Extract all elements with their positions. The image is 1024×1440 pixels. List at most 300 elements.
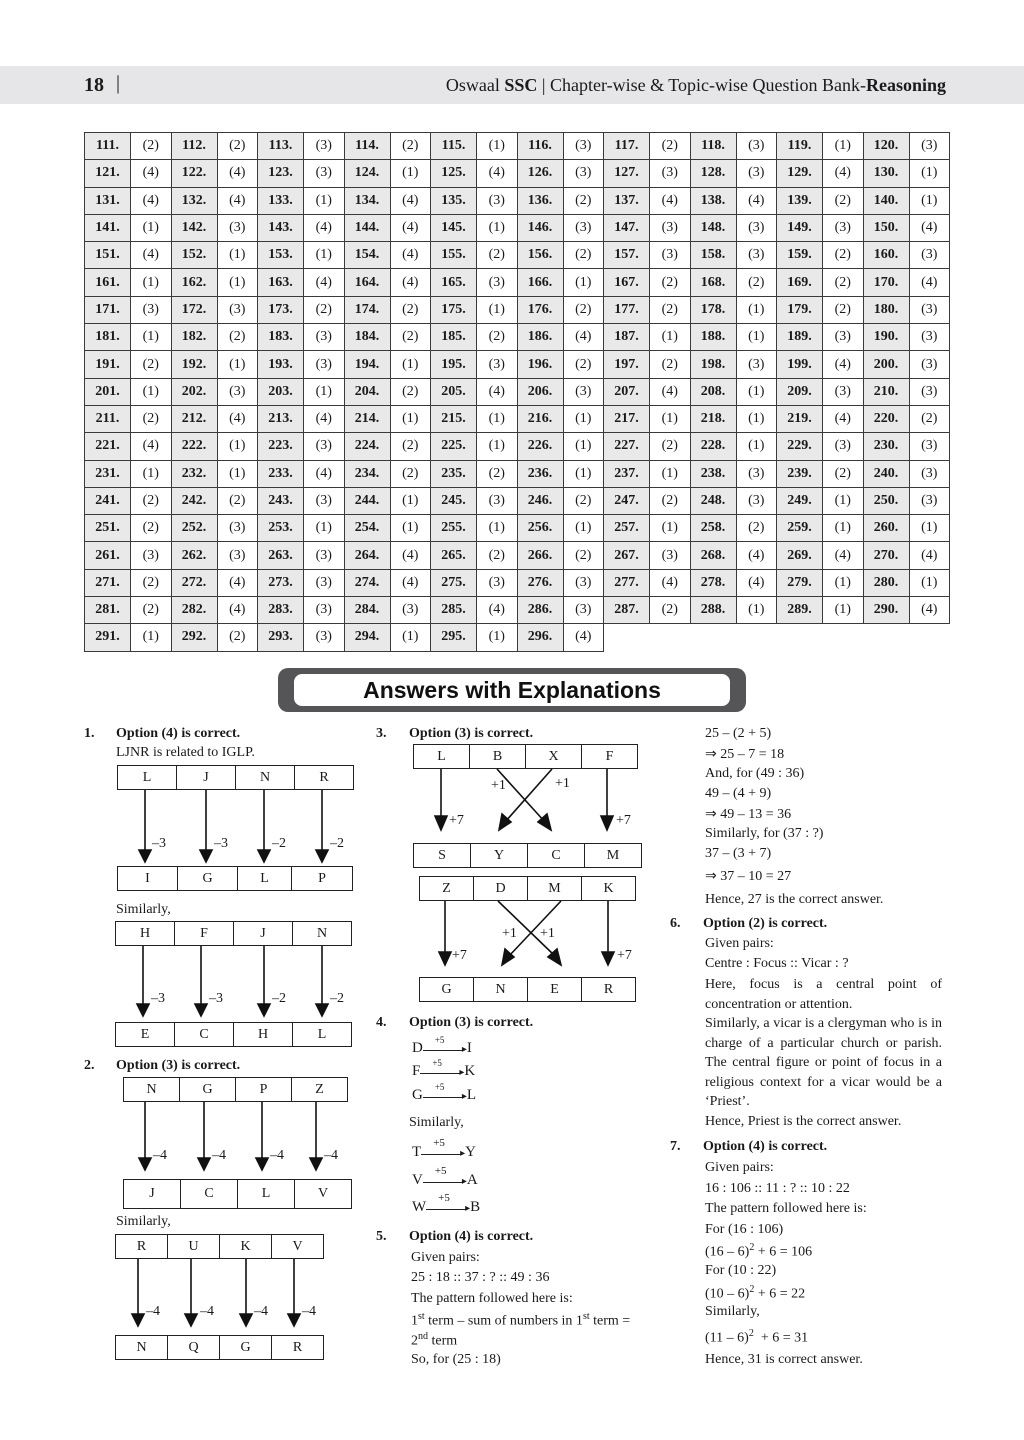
answer-option-cell: (4): [217, 187, 258, 214]
answer-option-cell: (3): [477, 351, 518, 378]
answer-option-cell: (3): [217, 214, 258, 241]
answer-option-cell: (3): [304, 351, 345, 378]
question-number-cell: 247.: [604, 487, 650, 514]
letter-cell: H: [115, 921, 175, 946]
answer-option-cell: (2): [390, 433, 431, 460]
letter-shift: [412, 1057, 476, 1080]
answer-option-cell: (2): [823, 269, 864, 296]
question-number-cell: 192.: [171, 351, 217, 378]
answer-option-cell: (3): [823, 378, 864, 405]
answer-option-cell: (4): [909, 597, 950, 624]
working-line: ⇒ 49 – 13 = 36: [705, 807, 792, 822]
question-number-cell: 262.: [171, 542, 217, 569]
answer-heading: Option (3) is correct.: [409, 726, 534, 741]
answer-option-cell: (3): [131, 542, 172, 569]
answer-option-cell: (1): [304, 242, 345, 269]
question-number-cell: 200.: [863, 351, 909, 378]
letter-cell: K: [581, 876, 636, 901]
answer-option-cell: (3): [823, 214, 864, 241]
question-number-cell: 236.: [517, 460, 563, 487]
shift-label: +5: [433, 1136, 445, 1149]
answer-option-cell: (1): [650, 460, 691, 487]
answer-option-cell: (4): [563, 324, 604, 351]
answer-option-cell: (4): [217, 597, 258, 624]
answer-option-cell: (1): [217, 433, 258, 460]
answer-option-cell: (1): [304, 378, 345, 405]
question-number-cell: 115.: [431, 133, 477, 160]
answer-option-cell: (2): [823, 460, 864, 487]
operation-label: +7: [452, 948, 467, 963]
letter-cell: F: [174, 921, 234, 946]
letter-shift: [412, 1081, 477, 1104]
question-number-cell: 283.: [258, 597, 304, 624]
question-number-cell: 186.: [517, 324, 563, 351]
question-number-cell: 217.: [604, 405, 650, 432]
question-number-cell: 232.: [171, 460, 217, 487]
question-number-cell: 128.: [690, 160, 736, 187]
answer-option-cell: (4): [909, 542, 950, 569]
target-letter: L: [466, 1087, 477, 1103]
operation-label: –4: [200, 1304, 214, 1319]
letter-cell: E: [115, 1022, 175, 1047]
source-letter: T: [412, 1144, 422, 1160]
question-number-cell: 268.: [690, 542, 736, 569]
answer-option-cell: (3): [650, 242, 691, 269]
answer-option-cell: (3): [909, 433, 950, 460]
question-number-cell: 261.: [85, 542, 131, 569]
question-number-cell: 191.: [85, 351, 131, 378]
question-number-cell: 111.: [85, 133, 131, 160]
question-number-cell: 184.: [344, 324, 390, 351]
answer-option-cell: (2): [650, 487, 691, 514]
question-number-cell: 197.: [604, 351, 650, 378]
answer-option-cell: (4): [823, 351, 864, 378]
question-number-cell: 266.: [517, 542, 563, 569]
question-number-cell: 276.: [517, 569, 563, 596]
question-number-cell: 172.: [171, 296, 217, 323]
question-number-cell: 263.: [258, 542, 304, 569]
question-number-cell: 274.: [344, 569, 390, 596]
answer-option-cell: (4): [909, 214, 950, 241]
letter-cell: J: [123, 1179, 181, 1209]
answer-option-cell: (2): [131, 133, 172, 160]
question-number-cell: 251.: [85, 515, 131, 542]
answer-option-cell: (1): [477, 133, 518, 160]
question-number-cell: 222.: [171, 433, 217, 460]
question-number-cell: 237.: [604, 460, 650, 487]
question-number-cell: 245.: [431, 487, 477, 514]
question-number-cell: 138.: [690, 187, 736, 214]
answer-option-cell: (4): [390, 214, 431, 241]
operation-label: –2: [272, 836, 286, 851]
pattern-rule: 1st term – sum of numbers in 1st term =: [411, 1311, 631, 1329]
question-number-cell: 147.: [604, 214, 650, 241]
right-arrow-icon: +5 ▸: [426, 1201, 470, 1215]
answer-option-cell: (1): [477, 296, 518, 323]
question-number-cell: 275.: [431, 569, 477, 596]
answer-option-cell: (1): [823, 133, 864, 160]
question-number-cell: 284.: [344, 597, 390, 624]
question-number-cell: 199.: [777, 351, 823, 378]
answer-option-cell: (4): [304, 405, 345, 432]
question-number-cell: 149.: [777, 214, 823, 241]
working-line: And, for (49 : 36): [705, 766, 805, 781]
question-number-cell: 241.: [85, 487, 131, 514]
letter-cell: R: [581, 977, 636, 1002]
question-number-cell: 187.: [604, 324, 650, 351]
question-number: 2.: [84, 1058, 95, 1073]
letter-cell: M: [527, 876, 582, 901]
title-middle: | Chapter-wise & Topic-wise Question Bank-: [537, 75, 866, 95]
shift-label: +5: [438, 1191, 450, 1204]
answer-option-cell: (1): [650, 324, 691, 351]
answer-option-cell: (2): [390, 460, 431, 487]
operation-label: –3: [209, 991, 223, 1006]
question-number-cell: 226.: [517, 433, 563, 460]
question-number-cell: 130.: [863, 160, 909, 187]
similarly-text: Similarly,: [116, 1214, 171, 1229]
question-number-cell: 167.: [604, 269, 650, 296]
working-line: (11 – 6)$^2$ + 6 = 31: [705, 1328, 809, 1346]
operation-label: –4: [324, 1148, 338, 1163]
answer-option-cell: (4): [390, 242, 431, 269]
letter-cell: Z: [291, 1077, 348, 1102]
answer-option-cell: (3): [563, 569, 604, 596]
right-arrow-icon: +5 ▸: [421, 1146, 465, 1160]
question-number-cell: 292.: [171, 624, 217, 651]
working-line: (16 – 6)$^2$ + 6 = 106: [705, 1242, 813, 1260]
operation-label: –4: [270, 1148, 284, 1163]
question-number-cell: 160.: [863, 242, 909, 269]
question-number: 1.: [84, 726, 95, 741]
question-number-cell: 221.: [85, 433, 131, 460]
answer-option-cell: (3): [217, 515, 258, 542]
answer-option-cell: (2): [823, 242, 864, 269]
question-number-cell: 144.: [344, 214, 390, 241]
question-number: 4.: [376, 1015, 387, 1030]
question-number-cell: 210.: [863, 378, 909, 405]
letter-cell: N: [115, 1335, 168, 1360]
question-number-cell: 238.: [690, 460, 736, 487]
answer-option-cell: (3): [563, 597, 604, 624]
answer-heading: Option (4) is correct.: [703, 1139, 828, 1154]
answer-option-cell: (3): [477, 269, 518, 296]
answer-option-cell: (3): [304, 542, 345, 569]
answer-option-cell: (3): [736, 460, 777, 487]
answer-option-cell: (2): [563, 487, 604, 514]
answer-option-cell: (2): [563, 296, 604, 323]
answer-option-cell: (1): [217, 242, 258, 269]
answer-option-cell: (4): [217, 569, 258, 596]
question-number-cell: 204.: [344, 378, 390, 405]
answer-option-cell: (3): [563, 214, 604, 241]
answer-option-cell: (1): [909, 515, 950, 542]
question-number-cell: 158.: [690, 242, 736, 269]
question-number-cell: 163.: [258, 269, 304, 296]
answer-option-cell: (2): [823, 296, 864, 323]
letter-cell: J: [176, 765, 236, 790]
letter-cell: L: [292, 1022, 352, 1047]
question-number-cell: 249.: [777, 487, 823, 514]
working-line: For (10 : 22): [705, 1263, 777, 1278]
pattern-label: The pattern followed here is:: [411, 1291, 573, 1306]
operation-label: –3: [152, 836, 166, 851]
answer-option-cell: (3): [823, 324, 864, 351]
question-number-cell: 295.: [431, 624, 477, 651]
question-number-cell: 242.: [171, 487, 217, 514]
answer-option-cell: (2): [650, 433, 691, 460]
question-number-cell: 258.: [690, 515, 736, 542]
answer-option-cell: (2): [650, 351, 691, 378]
explanation-paragraph: Here, focus is a central point of concentration or attention.: [705, 977, 942, 1012]
target-letter: A: [466, 1172, 478, 1188]
target-letter: K: [464, 1063, 476, 1079]
question-number-cell: 290.: [863, 597, 909, 624]
question-number-cell: 264.: [344, 542, 390, 569]
answer-option-cell: (4): [823, 160, 864, 187]
letter-shift: [412, 1136, 477, 1161]
question-number-cell: 126.: [517, 160, 563, 187]
question-number-cell: 234.: [344, 460, 390, 487]
question-number-cell: 208.: [690, 378, 736, 405]
given-label: Given pairs:: [705, 1160, 774, 1175]
question-number-cell: 212.: [171, 405, 217, 432]
answer-option-cell: (1): [909, 160, 950, 187]
operation-label: –4: [153, 1148, 167, 1163]
question-number-cell: 216.: [517, 405, 563, 432]
answer-option-cell: (2): [131, 597, 172, 624]
answer-option-cell: (2): [650, 269, 691, 296]
question-number-cell: 154.: [344, 242, 390, 269]
question-number-cell: 223.: [258, 433, 304, 460]
letter-cell: L: [237, 1179, 295, 1209]
pattern-label: The pattern followed here is:: [705, 1201, 867, 1216]
answer-option-cell: (1): [736, 597, 777, 624]
letter-cell: C: [180, 1179, 238, 1209]
question-number-cell: 118.: [690, 133, 736, 160]
question-number-cell: 255.: [431, 515, 477, 542]
letter-cell: C: [174, 1022, 234, 1047]
letter-cell: S: [413, 843, 471, 868]
question-number-cell: 231.: [85, 460, 131, 487]
answer-option-cell: (4): [823, 405, 864, 432]
question-number-cell: 145.: [431, 214, 477, 241]
question-number-cell: 209.: [777, 378, 823, 405]
question-number-cell: 205.: [431, 378, 477, 405]
answer-option-cell: (4): [477, 597, 518, 624]
question-number-cell: 265.: [431, 542, 477, 569]
answer-option-cell: (2): [217, 324, 258, 351]
answer-heading: Option (4) is correct.: [116, 726, 241, 741]
question-number-cell: 161.: [85, 269, 131, 296]
operation-label: –4: [254, 1304, 268, 1319]
question-number: 7.: [670, 1139, 681, 1154]
answer-option-cell: (2): [477, 242, 518, 269]
question-number-cell: 166.: [517, 269, 563, 296]
right-arrow-icon: +5 ▸: [423, 1174, 467, 1188]
explanation-paragraph: Similarly, a vicar is a clergyman who is in charge of a particular church or parish. The central figure or point of focus in a religious context for a vicar would be a ‘Priest’.: [705, 1016, 942, 1110]
answer-option-cell: (2): [736, 269, 777, 296]
question-number-cell: 235.: [431, 460, 477, 487]
letter-cell: N: [292, 921, 352, 946]
question-number-cell: 116.: [517, 133, 563, 160]
question-number-cell: 253.: [258, 515, 304, 542]
answer-option-cell: (4): [477, 160, 518, 187]
answer-option-cell: (2): [650, 133, 691, 160]
similarly-text: Similarly,: [116, 902, 171, 917]
question-number-cell: 285.: [431, 597, 477, 624]
pattern-rule-cont: 2nd term: [411, 1331, 458, 1349]
letter-cell: N: [473, 977, 528, 1002]
answer-option-cell: (2): [563, 542, 604, 569]
question-number-cell: 229.: [777, 433, 823, 460]
answer-option-cell: (4): [390, 187, 431, 214]
answer-option-cell: (4): [217, 160, 258, 187]
answer-option-cell: (1): [909, 187, 950, 214]
answer-option-cell: (1): [390, 405, 431, 432]
question-number-cell: 196.: [517, 351, 563, 378]
question-number-cell: 201.: [85, 378, 131, 405]
question-number-cell: 169.: [777, 269, 823, 296]
answer-option-cell: (4): [563, 624, 604, 651]
question-number-cell: 155.: [431, 242, 477, 269]
question-number-cell: 243.: [258, 487, 304, 514]
answer-option-cell: (1): [304, 515, 345, 542]
answer-option-cell: (3): [304, 597, 345, 624]
letter-cell: Y: [470, 843, 528, 868]
answer-option-cell: (2): [563, 187, 604, 214]
operation-label: –2: [330, 991, 344, 1006]
working-line: For (16 : 106): [705, 1222, 784, 1237]
answer-option-cell: (1): [563, 515, 604, 542]
answer-option-cell: (1): [823, 515, 864, 542]
question-number-cell: 259.: [777, 515, 823, 542]
answer-option-cell: (4): [131, 160, 172, 187]
answer-option-cell: (3): [304, 433, 345, 460]
answer-option-cell: (1): [390, 160, 431, 187]
question-number-cell: 211.: [85, 405, 131, 432]
answer-option-cell: (1): [736, 296, 777, 323]
question-number-cell: 129.: [777, 160, 823, 187]
answer-option-cell: (1): [477, 515, 518, 542]
letter-cell: R: [271, 1335, 324, 1360]
question-number-cell: 121.: [85, 160, 131, 187]
question-number-cell: 286.: [517, 597, 563, 624]
operation-label: –2: [330, 836, 344, 851]
question-number-cell: 119.: [777, 133, 823, 160]
question-number-cell: 273.: [258, 569, 304, 596]
answer-option-cell: (3): [217, 378, 258, 405]
question-number-cell: 150.: [863, 214, 909, 241]
conclusion-text: Hence, 27 is the correct answer.: [705, 892, 884, 907]
answer-option-cell: (1): [131, 214, 172, 241]
answer-option-cell: (3): [909, 487, 950, 514]
operation-label: –4: [302, 1304, 316, 1319]
answer-option-cell: (3): [304, 133, 345, 160]
answer-option-cell: (1): [563, 269, 604, 296]
answer-option-cell: (3): [736, 133, 777, 160]
answer-option-cell: (3): [217, 542, 258, 569]
answer-option-cell: (1): [909, 569, 950, 596]
letter-cell: L: [413, 744, 470, 769]
answer-option-cell: (2): [650, 597, 691, 624]
answer-option-cell: (3): [823, 433, 864, 460]
answer-option-cell: (2): [909, 405, 950, 432]
given-series: 25 : 18 :: 37 : ? :: 49 : 36: [411, 1270, 550, 1285]
letter-cell: Q: [167, 1335, 220, 1360]
answer-option-cell: (4): [650, 569, 691, 596]
question-number-cell: 182.: [171, 324, 217, 351]
operation-label: –4: [212, 1148, 226, 1163]
letter-cell: V: [271, 1234, 324, 1259]
answer-option-cell: (3): [650, 160, 691, 187]
answer-option-cell: (3): [736, 242, 777, 269]
answer-option-cell: (1): [477, 405, 518, 432]
letter-cell: B: [469, 744, 526, 769]
question-number-cell: 224.: [344, 433, 390, 460]
answer-option-cell: (2): [563, 351, 604, 378]
working-line: 49 – (4 + 9): [705, 786, 772, 801]
question-number: 6.: [670, 916, 681, 931]
question-number-cell: 219.: [777, 405, 823, 432]
source-letter: W: [412, 1199, 427, 1215]
letter-cell: Z: [419, 876, 474, 901]
question-number-cell: 267.: [604, 542, 650, 569]
answer-option-cell: (3): [477, 487, 518, 514]
question-number-cell: 123.: [258, 160, 304, 187]
question-number-cell: 254.: [344, 515, 390, 542]
answer-option-cell: (4): [650, 378, 691, 405]
question-number: 3.: [376, 726, 387, 741]
letter-row: [420, 977, 636, 1002]
source-letter: D: [412, 1040, 423, 1056]
question-number-cell: 146.: [517, 214, 563, 241]
header-separator: |: [116, 72, 121, 94]
letter-cell: F: [581, 744, 638, 769]
answer-option-cell: (3): [736, 160, 777, 187]
question-number-cell: 114.: [344, 133, 390, 160]
question-number-cell: 252.: [171, 515, 217, 542]
letter-cell: H: [233, 1022, 293, 1047]
question-number-cell: 291.: [85, 624, 131, 651]
answer-option-cell: (1): [823, 597, 864, 624]
answer-option-cell: (4): [823, 542, 864, 569]
working-line: 25 – (2 + 5): [705, 726, 772, 741]
letter-cell: P: [235, 1077, 292, 1102]
answer-option-cell: (3): [390, 597, 431, 624]
answer-option-cell: (1): [304, 187, 345, 214]
conclusion-text: Hence, 31 is correct answer.: [705, 1352, 863, 1367]
shift-label: +5: [434, 1164, 447, 1177]
question-number-cell: 179.: [777, 296, 823, 323]
working-line: Similarly, for (37 : ?): [705, 826, 824, 841]
letter-shift: [412, 1164, 478, 1189]
answer-heading: Option (4) is correct.: [409, 1229, 534, 1244]
letter-cell: R: [115, 1234, 168, 1259]
question-number-cell: 203.: [258, 378, 304, 405]
answer-heading: Option (2) is correct.: [703, 916, 828, 931]
question-number-cell: 183.: [258, 324, 304, 351]
operation-label: +1: [502, 926, 517, 941]
conclusion-text: Hence, Priest is the correct answer.: [705, 1114, 902, 1129]
question-number-cell: 152.: [171, 242, 217, 269]
question-number-cell: 189.: [777, 324, 823, 351]
answer-option-cell: (3): [736, 214, 777, 241]
letter-cell: P: [291, 866, 353, 891]
letter-cell: X: [525, 744, 582, 769]
working-line: ⇒ 25 – 7 = 18: [705, 747, 785, 762]
question-number-cell: 272.: [171, 569, 217, 596]
